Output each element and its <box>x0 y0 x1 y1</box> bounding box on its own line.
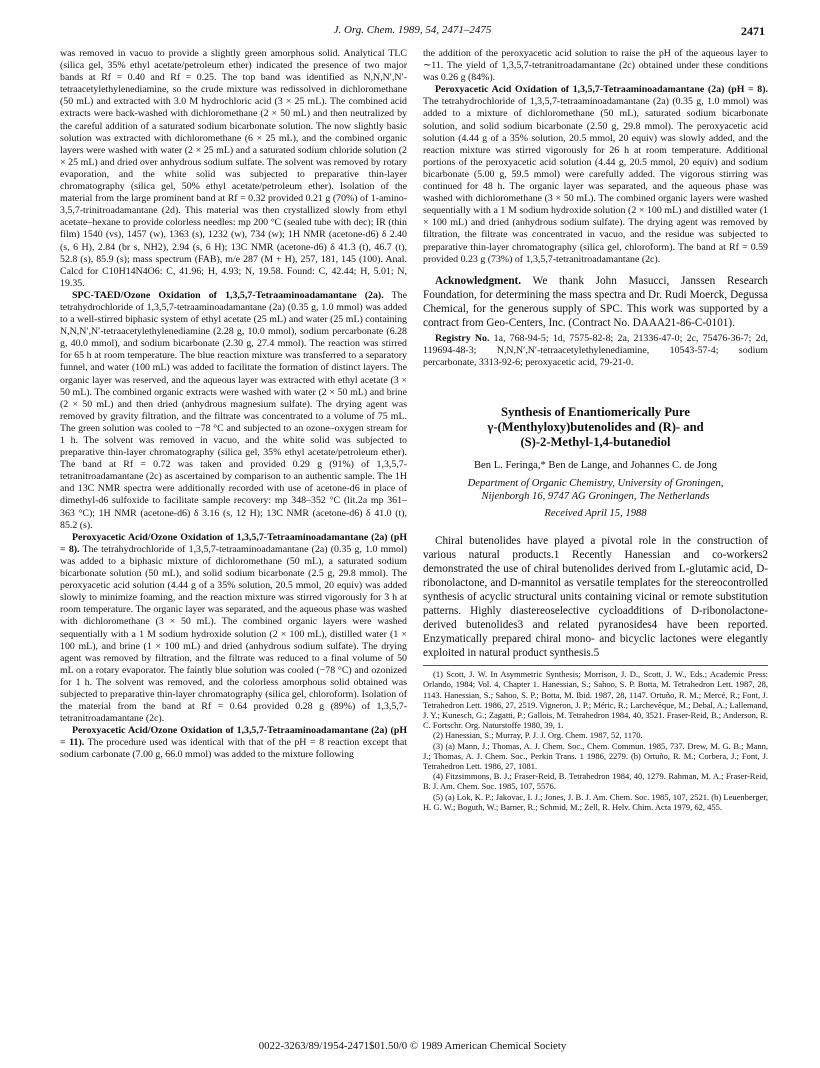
acknowledgment-heading: Acknowledgment. <box>435 274 522 287</box>
footnotes <box>423 669 768 812</box>
acknowledgment-text: We thank John Masucci, Janssen Research Foundation, for determining the mass spectra and Dr. Rudi Moerck, Degussa Chemical, for the generous supply of SPC. This work was supported by a contract from Geo-Centers, Inc. (Contract No. DAAA21-86-C-0101). <box>423 274 768 329</box>
article-authors: Ben L. Feringa,* Ben de Lange, and Johannes C. de Jong <box>473 459 717 471</box>
affiliation-line: Department of Organic Chemistry, University of Groningen, <box>467 478 724 490</box>
procedure-peroxyacetic-ph8 <box>423 84 768 265</box>
procedure-heading: Peroxyacetic Acid/Ozone Oxidation of 1,3,5,7-Tetraaminoadamantane (2a) (pH = 8). <box>60 531 407 555</box>
footnote: (4) Fitzsimmons, B. J.; Fraser-Reid, B. Tetrahedron 1984, 40, 1279. Rahman, M. A.; Fraser-Reid, B. J. Am. Chem. Soc. 1985, 107, 5576. <box>423 771 768 792</box>
received-date: Received April 15, 1988 <box>544 508 647 520</box>
article-title-line: (S)-2-Methyl-1,4-butanediol <box>520 434 671 449</box>
procedure-peroxyacetic-ozone-ph8 <box>60 532 407 726</box>
left-column <box>60 48 407 762</box>
running-head <box>60 24 765 42</box>
procedure-spc-taed <box>60 290 407 532</box>
article-title-line: γ-(Menthyloxy)butenolides and (R)- and <box>487 419 704 434</box>
affiliation-line: Nijenborgh 16, 9747 AG Groningen, The Netherlands <box>481 491 710 503</box>
registry-text: 1a, 768-94-5; 1d, 7575-82-8; 2a, 21336-47-0; 2c, 75476-36-7; 2d, 119694-48-3; N,N,N′,N′-tetraacetylethylenediamine, 10543-57-4; sodium percarbonate, 3313-92-6; peroxyacetic acid, 79-21-0. <box>423 332 768 368</box>
acknowledgment <box>423 274 768 330</box>
article-title-line: Synthesis of Enantiomerically Pure <box>500 404 691 419</box>
right-column <box>423 48 768 812</box>
procedure-heading: SPC-TAED/Ozone Oxidation of 1,3,5,7-Tetraaminoadamantane (2a). <box>72 289 384 301</box>
journal-citation: J. Org. Chem. 1989, 54, 2471–2475 <box>333 24 492 36</box>
footnote: (2) Hanessian, S.; Murray, P. J. J. Org. Chem. 1987, 52, 1170. <box>433 730 643 741</box>
procedure-heading: Peroxyacetic Acid/Ozone Oxidation of 1,3,5,7-Tetraaminoadamantane (2a) (pH = 11). <box>60 725 407 749</box>
footnote: (5) (a) Lok, K. P.; Jakovac, I. J.; Jones, J. B. J. Am. Chem. Soc. 1985, 107, 2521. (b) Leuenberger, H. G. W.; Boguth, W.; Barner, R.; Schmid, M.; Zell, R. Helv. Chim. Acta 1979, 62, 455. <box>423 791 768 812</box>
continued-paragraph: the addition of the peroxyacetic acid solution to raise the pH of the aqueous layer to ∼11. The yield of 1,3,5,7-tetranitroadamantane (2c) obtained under these conditions was 0.26 g (84%). <box>423 48 768 84</box>
footnote: (3) (a) Mann, J.; Thomas, A. J. Chem. Soc., Chem. Commun. 1985, 737. Drew, M. G. B.; Mann, J.; Thomas, A. J. Chem. Soc., Perkin Trans. 1 1986, 2279. (b) Ortuño, R. M.; Corbera, J.; Font, J. Tetrahedron Lett. 1986, 27, 1081. <box>423 740 768 771</box>
article-affiliation <box>423 477 768 503</box>
footnote-divider <box>423 665 768 666</box>
page-number: 2471 <box>741 24 765 38</box>
procedure-peroxyacetic-ozone-ph11 <box>60 725 407 761</box>
procedure-text: The tetrahydrochloride of 1,3,5,7-tetraaminoadamantane (2a) (0.35 g, 1.0 mmol) was added to a biphasic mixture of dichloromethane (50 mL), a saturated sodium bicarbonate solution (50 mL), and solid sodium bicarbonate (2.5 g, 29.8 mmol). The peroxyacetic acid solution (4.44 g of a 35% solution, 20.5 mmol, 20 equiv) was added slowly to minimize foaming, and the reaction mixture was stirred vigorously for 3 h at room temperature. The organic layer was separated, and the aqueous phase was washed with dichloromethane (3 × 50 mL). The combined organic layers were washed sequentially with a 1 M sodium hydroxide solution (2 × 100 mL), distilled water (1 × 100 mL), and brine (1 × 100 mL) and dried (anhydrous sodium sulfate). The drying agent was removed by filtration, and the filtrate was reduced to a final volume of 50 mL on a rotary evaporator. The faintly blue solution was cooled (−78 °C) and ozonized for 1 h. The solvent was removed, and the colorless amorphous solid obtained was subjected to preparative thin-layer chromatography (silica gel, chloroform). Isolation of the material from the band at Rf = 0.64 provided 0.28 g (89%) of 1,3,5,7-tetranitroadamantane (2c). <box>60 543 407 725</box>
registry-numbers <box>423 333 768 369</box>
continued-paragraph: was removed in vacuo to provide a slightly green amorphous solid. Analytical TLC (silica gel, 35% ethyl acetate/petroleum ether) indicated the presence of two major bands at Rf = 0.40 and Rf = 0.25. The top band was identified as N,N,N′,N′-tetraacetylethylenediamine, so the crude mixture was redissolved in dichloromethane (50 mL) and extracted with 3.0 M hydrochloric acid (3 × 25 mL). The combined acid extracts were back-washed with dichloromethane (2 × 50 mL) and then neutralized by the careful addition of a saturated sodium bicarbonate solution. The now slightly basic solution was extracted with dichloromethane (6 × 25 mL), and the combined organic layers were washed with water (2 × 25 mL) and a saturated sodium chloride solution (2 × 25 mL) and dried over anhydrous sodium sulfate. The solvent was removed by rotary evaporation, and the white solid was subjected to preparative thin-layer chromatography (silica gel, 50% ethyl acetate/petroleum ether). Isolation of the material from the large prominent band at Rf = 0.32 provided 0.21 g (70%) of 1-amino-3,5,7-trinitroadamantane (2d). This material was then crystallized slowly from ethyl acetate–hexane to provide colorless needles: mp 200 °C (sealed tube with dec); IR (thin film) 1540 (vs), 1457 (w), 1363 (s), 1232 (w), 734 (w); 1H NMR (acetone-d6) δ 2.40 (s, 6 H), 2.84 (br s, NH2), 2.94 (s, 6 H); 13C NMR (acetone-d6) δ 41.3 (t), 46.7 (t), 52.8 (s), 85.9 (s); mass spectrum (FAB), m/e 287 (M + H), 257, 181, 145 (100). Anal. Calcd for C10H14N4O6: C, 41.96; H, 4.93; N, 19.58. Found: C, 42.44; H, 5.01; N, 19.35. <box>60 48 407 289</box>
procedure-text: The tetrahydrochloride of 1,3,5,7-tetraaminoadamantane (2a) (0.35 g, 1.0 mmol) was added to a mixture of dichloromethane (50 mL), saturated sodium bicarbonate solution, and solid sodium bicarbonate (2.50 g, 29.8 mmol). The peroxyacetic acid solution (4.44 g of a 35% solution, 20.5 mmol, 20 equiv) was slowly added, and the reaction mixture was stirred vigorously for 26 h at room temperature. Additional portions of the peroxyacetic acid solution (4.44 g, 20.5 mmol, 20 equiv) and sodium bicarbonate (5.00 g, 59.5 mmol) were carefully added. The vigorous stirring was continued for 48 h. The organic layer was separated, and the aqueous phase was washed with dichloromethane (3 × 50 mL). The combined organic layers were washed sequentially with a 1 M sodium hydroxide solution (2 × 100 mL) and distilled water (1 × 100 mL) and dried (anhydrous sodium sulfate). The drying agent was removed by filtration, the filtrate was concentrated in vacuo, and the residue was subjected to preparative thin-layer chromatography (silica gel, chloroform). The band at Rf = 0.59 provided 0.23 g (73%) of 1,3,5,7-tetranitroadamantane (2c). <box>423 96 768 265</box>
article-title <box>423 405 768 450</box>
procedure-text: The procedure used was identical with that of the pH = 8 reaction except that sodium carbonate (7.00 g, 66.0 mmol) was added to the mixture following <box>60 737 407 761</box>
registry-heading: Registry No. <box>435 332 490 344</box>
page-footer: 0022-3263/89/1954-2471$01.50/0 © 1989 American Chemical Society <box>258 1040 567 1052</box>
procedure-heading: Peroxyacetic Acid Oxidation of 1,3,5,7-Tetraaminoadamantane (2a) (pH = 8). <box>435 84 768 96</box>
introduction-paragraph: Chiral butenolides have played a pivotal role in the construction of various natural products.1 Recently Hanessian and co-workers2 demonstrated the use of chiral butenolides derived from L-glutamic acid, D-ribonolactone, and D-mannitol as versatile templates for the stereocontrolled synthesis of acyclic structural units containing vicinal or remote substitution patterns. Highly diastereoselective cycloadditions of D-ribonolactone-derived butenolides3 and related pyranosides4 have been reported. Enzymatically prepared chiral mono- and bicyclic lactones were elegantly exploited in natural product synthesis.5 <box>423 535 768 660</box>
footnote: (1) Scott, J. W. In Asymmetric Synthesis; Morrison, J. D., Scott, J. W., Eds.; Academic Press: Orlando, 1984; Vol. 4, Chapter 1. Hanessian, S.; Sahoo, S. P. Botta, M. Tetrahedron Lett. 1987, 28, 1143. Hanessian, S.; Sahoo, S. P.; Botta, M. Ibid. 1987, 28, 1147. Ortuño, R. M.; Mercé, R.; Font, J. Tetrahedron Lett. 1986, 27, 2519. Vigneron, J. P.; Méric, R.; Larchevêque, M.; Debal, A.; Lallemand, J. Y.; Kunesch, G.; Zagatti, P.; Gallois, M. Tetrahedron 1984, 40, 3521. Fraser-Reid, B.; Anderson, R. C. Fortschr. Org. Naturstoffe 1980, 39, 1. <box>423 669 768 731</box>
procedure-text: The tetrahydrochloride of 1,3,5,7-tetraaminoadamantane (2a) (0.35 g, 1.0 mmol) was added to a well-stirred biphasic system of ethyl acetate (25 mL) and water (25 mL) containing N,N,N′,N′-tetraacetylethylenediamine (2.28 g, 10.0 mmol), sodium percarbonate (6.28 g, 40.0 mmol), and sodium bicarbonate (2.30 g, 27.4 mmol). The reaction was stirred for 65 h at room temperature. The blue reaction mixture was transferred to a separatory funnel, and water (100 mL) was added to facilitate the formation of distinct layers. The organic layer was reserved, and the aqueous layer was extracted with ethyl acetate (3 × 50 mL). The combined organic extracts were washed with water (2 × 50 mL) and brine (2 × 50 mL) and then dried (anhydrous magnesium sulfate). The drying agent was removed by gravity filtration, and the filtrate was concentrated to a volume of 75 mL. The green solution was cooled to −78 °C and subjected to an ozone–oxygen stream for 1 h. The solvent was removed in vacuo, and the white solid was subjected to preparative thin-layer chromatography (silica gel, 35% ethyl acetate/petroleum ether). The band at Rf = 0.72 was taken and provided 0.29 g (91%) of 1,3,5,7-tetranitroadamantane (2c) as ascertained by comparison to an authentic sample. The 1H and 13C NMR spectra were additionally recorded with use of acetone-d6 in place of dimethyl-d6 sulfoxide to facilitate sample recovery: mp 348–352 °C (lit.2a mp 361–363 °C); 1H NMR (acetone-d6) δ 3.16 (s, 12 H); 13C NMR (acetone-d6) δ 41.0 (t), 85.2 (s). <box>60 289 407 531</box>
